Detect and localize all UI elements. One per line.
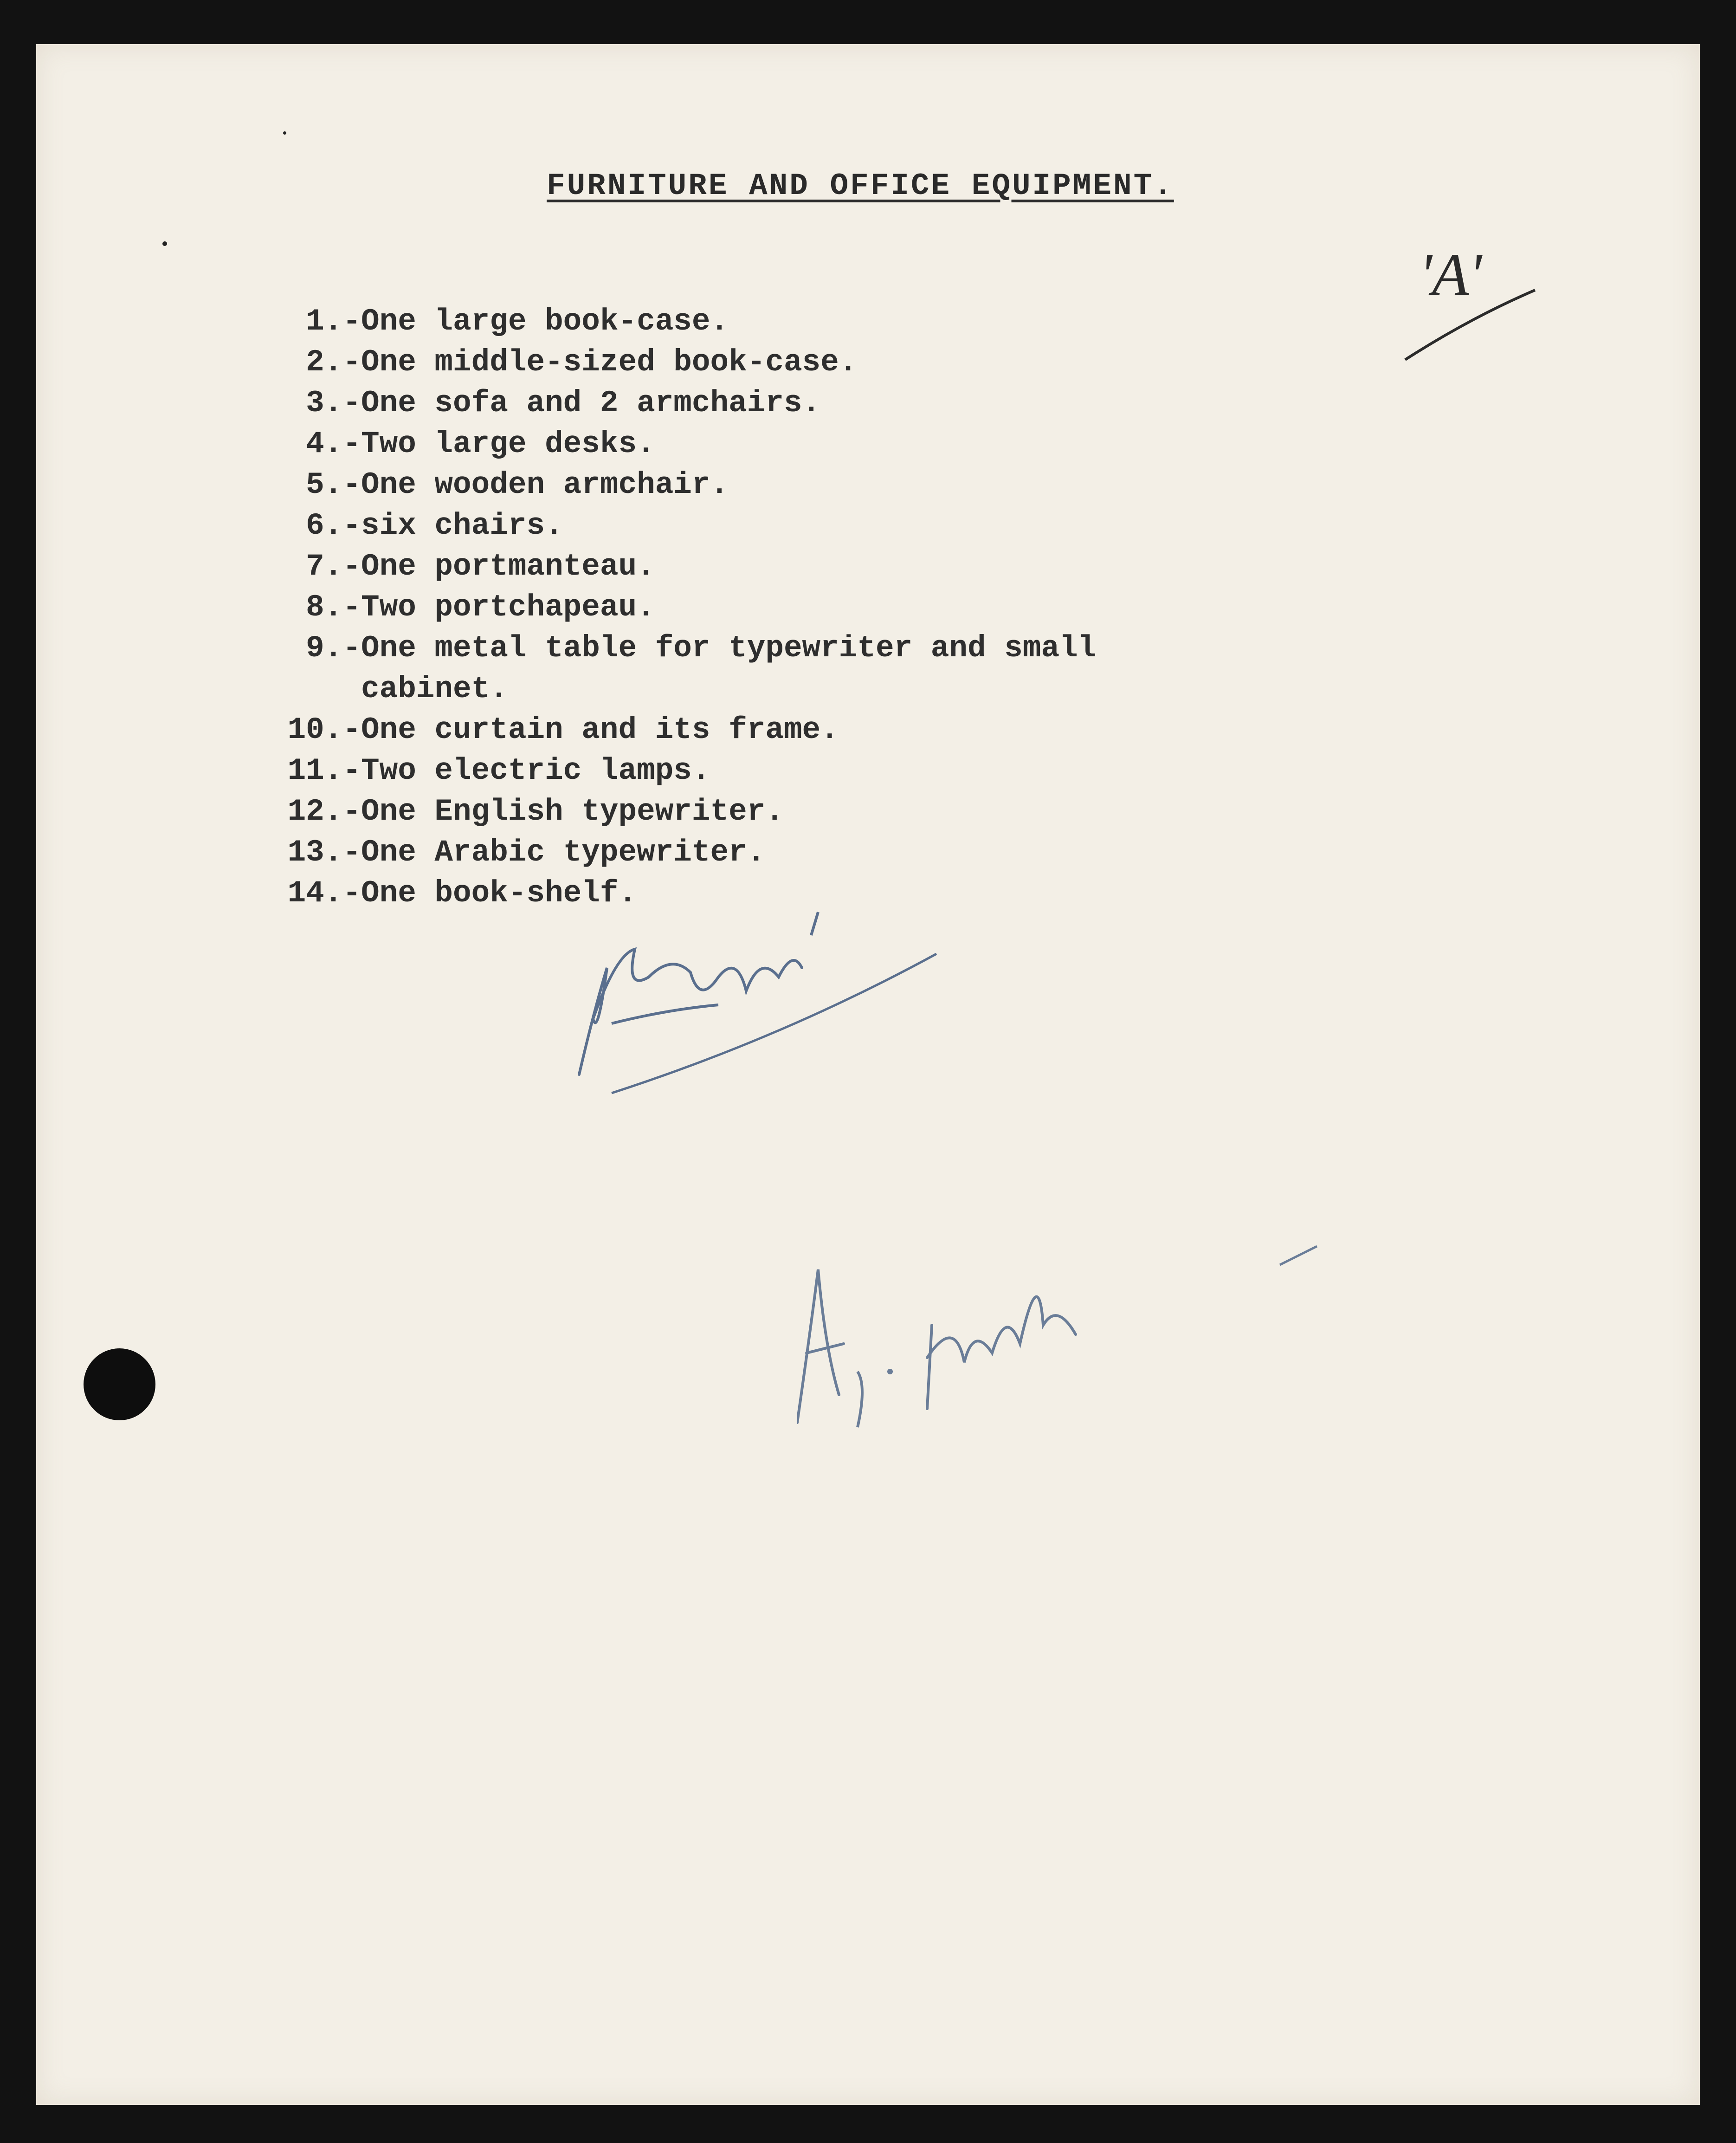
- ink-speck: [162, 241, 167, 246]
- signature-1: [551, 898, 950, 1102]
- list-item-continuation: cabinet.: [361, 672, 508, 706]
- document-title: FURNITURE AND OFFICE EQUIPMENT.: [547, 168, 1174, 203]
- ink-speck: [283, 131, 286, 135]
- annotation-a-text: 'A': [1419, 241, 1482, 308]
- signature-2: [797, 1232, 1345, 1464]
- document-page: FURNITURE AND OFFICE EQUIPMENT. 'A' 1.- One large book-case. 2.- One middle-sized book-case. 3.- One sofa and 2 armchairs. 4.- Two large desks. 5.- One wooden armchair. 6.- six chairs. 7.- One portmanteau. 8.- Two portchapeau. 9.- One metal table for typewriter and small cabinet. 10.- One curtain and its frame. 11.- Two electric lamps. 12.- One English typewriter. 13.- One Arabic typewriter. 14.- One book-shelf.: [36, 44, 1700, 2105]
- punch-hole: [84, 1348, 155, 1420]
- annotation-a-mark: [1400, 225, 1540, 374]
